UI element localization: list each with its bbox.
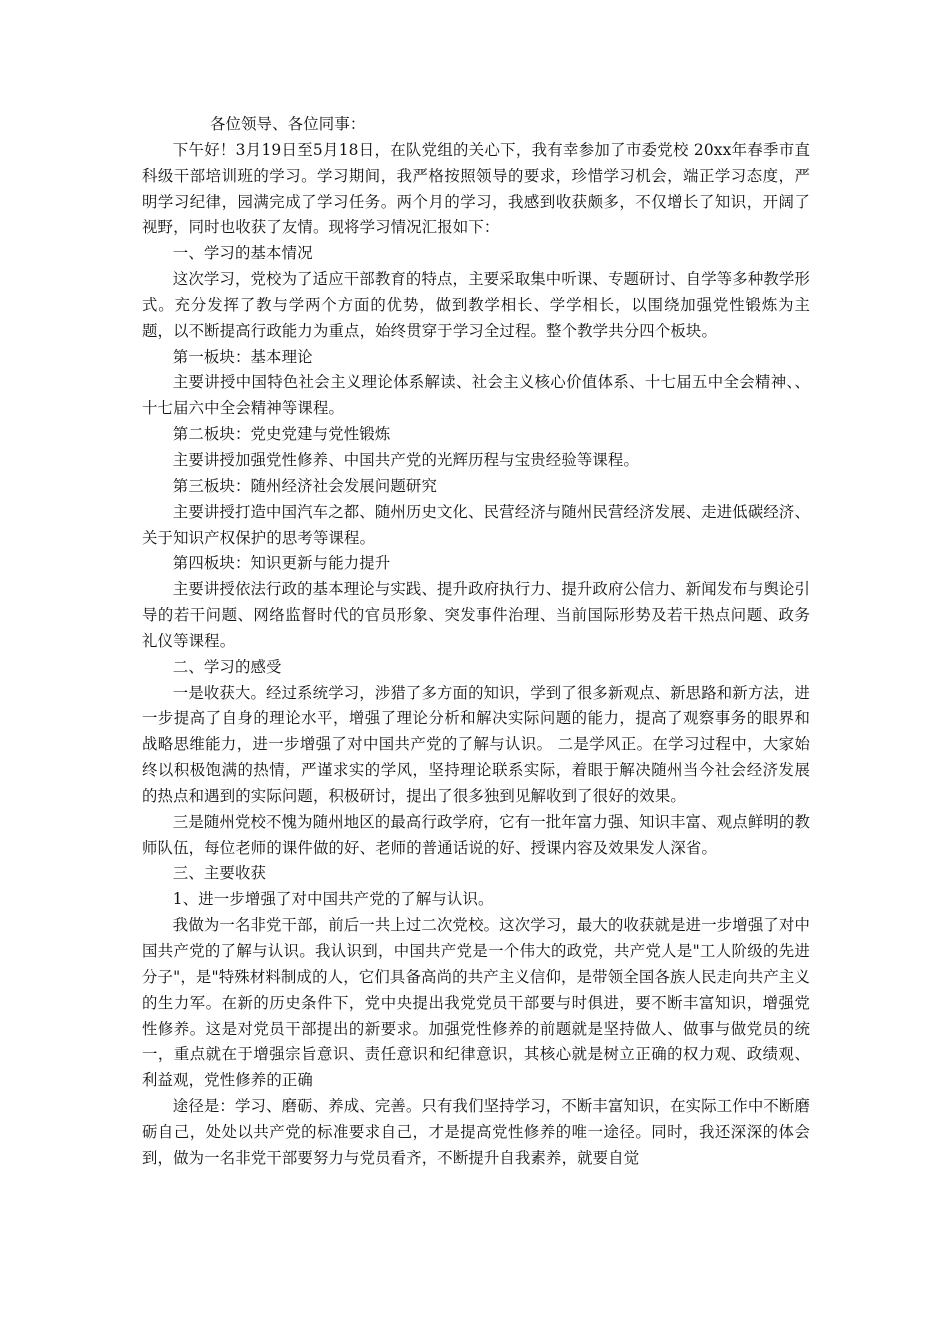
paragraph-block-1: 主要讲授中国特色社会主义理论体系解读、社会主义核心价值体系、十七届五中全会精神、、十七届六中全会精神等课程。 (142, 373, 810, 418)
document-body (142, 112, 810, 1172)
paragraph-intro: 下午好！3月19日至5月18日，在队党组的关心下，我有幸参加了市委党校 20xx年春季市直科级干部培训班的学习。学习期间，我严格按照领导的要求，珍惜学习机会，端正学习态度，严明学习纪律，园满完成了学习任务。两个月的学习，我感到收获颇多，不仅增长了知识，开阔了视野，同时也收获了友情。现将学习情况汇报如下： (142, 140, 810, 237)
paragraph-block-2: 主要讲授加强党性修养、中国共产党的光辉历程与宝贵经验等课程。 (172, 450, 640, 469)
subheading-gain-1: 1、进一步增强了对中国共产党的了解与认识。 (172, 890, 494, 909)
block-heading-2: 第二板块：党史党建与党性锻炼 (172, 425, 391, 444)
section-heading-gains: 三、主要收获 (172, 864, 267, 883)
paragraph-feelings-1: 一是收获大。经过系统学习，涉猎了多方面的知识，学到了很多新观点、新思路和新方法，进一步提高了自身的理论水平，增强了理论分析和解决实际问题的能力，提高了观察事务的眼界和战略思维能力，进一步增强了对中国共产党的了解与认识。 二是学风正。在学习过程中，大家始终以积极饱满的热情，严谨求实的学风，坚持理论联系实际，着眼于解决随州当今社会经济发展的热点和遇到的实际问题，积极研讨，提出了很多独到见解收到了很好的效果。 (142, 683, 810, 805)
block-heading-4: 第四板块：知识更新与能力提升 (172, 554, 391, 573)
block-heading-1: 第一板块：基本理论 (172, 347, 313, 366)
paragraph-gain-1: 我做为一名非党干部，前后一共上过二次党校。这次学习，最大的收获就是进一步增强了对中国共产党的了解与认识。我认识到，中国共产党是一个伟大的政党，共产党人是"工人阶级的先进分子"，是"特殊材料制成的人，它们具备高尚的共产主义信仰，是带领全国各族人民走向共产主义的生力军。在新的历史条件下，党中央提出我党党员干部要与时俱进，要不断丰富知识，增强党性修养。这是对党员干部提出的新要求。加强党性修养的前题就是坚持做人、做事与做党员的统一，重点就在于增强宗旨意识、责任意识和纪律意识，其核心就是树立正确的权力观、政绩观、利益观，党性修养的正确 (142, 916, 810, 1090)
paragraph-gain-1-continued: 途径是：学习、磨砺、养成、完善。只有我们坚持学习，不断丰富知识，在实际工作中不断磨砺自己，处处以共产党的标准要求自己，才是提高党性修养的唯一途径。同时，我还深深的体会到，做为一名非党干部要努力与党员看齐，不断提升自我素养，就要自觉 (142, 1097, 810, 1167)
paragraph-block-4: 主要讲授依法行政的基本理论与实践、提升政府执行力、提升政府公信力、新闻发布与舆论引导的若干问题、网络监督时代的官员形象、突发事件治理、当前国际形势及若干热点问题、政务礼仪等课程。 (142, 580, 810, 650)
section-heading-basic-situation: 一、学习的基本情况 (172, 244, 313, 263)
block-heading-3: 第三板块：随州经济社会发展问题研究 (172, 476, 437, 495)
paragraph-feelings-2: 三是随州党校不愧为随州地区的最高行政学府，它有一批年富力强、知识丰富、观点鲜明的教师队伍，每位老师的课件做的好、老师的普通话说的好、授课内容及效果发人深省。 (142, 812, 810, 857)
paragraph-block-3: 主要讲授打造中国汽车之都、随州历史文化、民营经济与随州民营经济发展、走进低碳经济、关于知识产权保护的思考等课程。 (142, 502, 810, 547)
salutation: 各位领导、各位同事： (210, 115, 366, 133)
section-heading-feelings: 二、学习的感受 (172, 657, 282, 676)
paragraph-teaching-forms: 这次学习，党校为了适应干部教育的特点，主要采取集中听课、专题研讨、自学等多种教学形式。充分发挥了教与学两个方面的优势，做到教学相长、学学相长，以围绕加强党性锻炼为主题，以不断提高行政能力为重点，始终贯穿于学习全过程。整个教学共分四个板块。 (142, 270, 810, 340)
